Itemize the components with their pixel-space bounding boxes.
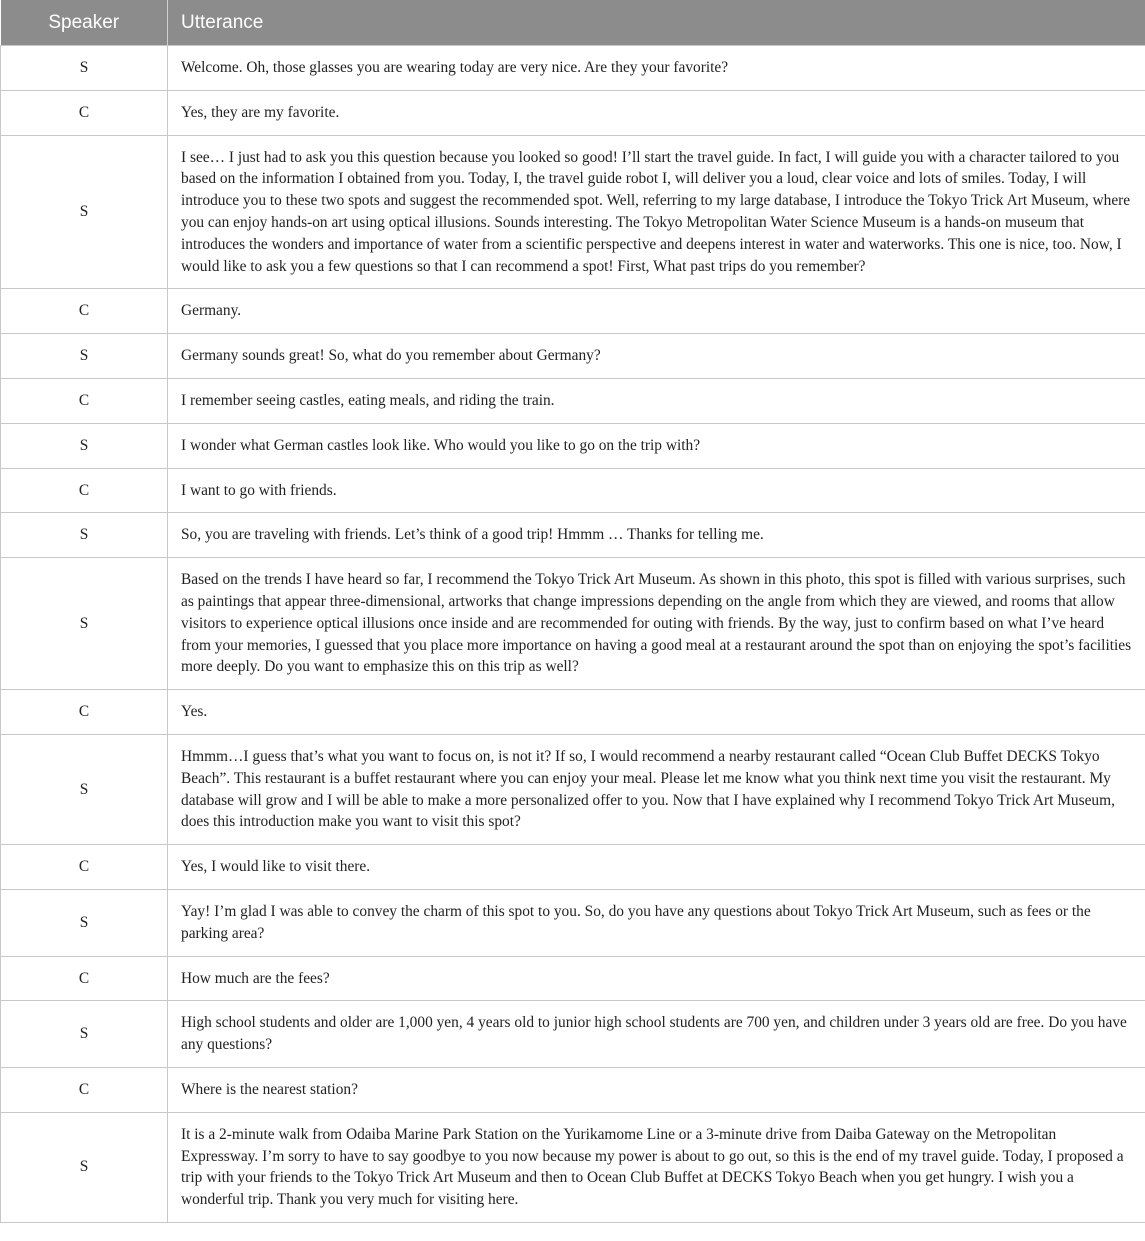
utterance-cell: Germany. <box>168 289 1145 334</box>
speaker-cell: C <box>1 690 168 735</box>
table-row <box>1 423 1145 468</box>
table-body <box>1 46 1145 1223</box>
table-row <box>1 734 1145 844</box>
speaker-cell: C <box>1 289 168 334</box>
utterance-cell: Germany sounds great! So, what do you remember about Germany? <box>168 334 1145 379</box>
table-row <box>1 378 1145 423</box>
speaker-cell: S <box>1 423 168 468</box>
utterance-cell: I remember seeing castles, eating meals, and riding the train. <box>168 378 1145 423</box>
speaker-cell: C <box>1 1067 168 1112</box>
table-row <box>1 956 1145 1001</box>
utterance-column-header: Utterance <box>168 0 1145 46</box>
speaker-cell: C <box>1 956 168 1001</box>
table-row <box>1 690 1145 735</box>
utterance-cell: High school students and older are 1,000 yen, 4 years old to junior high school students are 700 yen, and children under 3 years old are free. Do you have any questions? <box>168 1001 1145 1068</box>
speaker-cell: S <box>1 734 168 844</box>
utterance-cell: I see… I just had to ask you this question because you looked so good! I’ll start the travel guide. In fact, I will guide you with a character tailored to you based on the information I obtained from you. Today, I, the travel guide robot I, will deliver you a loud, clear voice and lots of smiles. Today, I will introduce you to these two spots and suggest the recommended spot. Well, referring to my large database, I introduce the Tokyo Trick Art Museum, where you can enjoy hands-on art using optical illusions. Sounds interesting. The Tokyo Metropolitan Water Science Museum is a hands-on museum that introduces the wonders and importance of water from a scientific perspective and deepens interest in water and waterworks. This one is nice, too. Now, I would like to ask you a few questions so that I can recommend a spot! First, What past trips do you remember? <box>168 135 1145 289</box>
speaker-cell: C <box>1 378 168 423</box>
utterance-cell: So, you are traveling with friends. Let’s think of a good trip! Hmmm … Thanks for telling me. <box>168 513 1145 558</box>
utterance-cell: Yes, they are my favorite. <box>168 90 1145 135</box>
speaker-cell: S <box>1 334 168 379</box>
utterance-cell: Welcome. Oh, those glasses you are wearing today are very nice. Are they your favorite? <box>168 46 1145 91</box>
speaker-cell: S <box>1 135 168 289</box>
utterance-cell: Yes. <box>168 690 1145 735</box>
speaker-column-header: Speaker <box>1 0 168 46</box>
utterance-cell: I want to go with friends. <box>168 468 1145 513</box>
table-row <box>1 845 1145 890</box>
utterance-cell: Based on the trends I have heard so far, I recommend the Tokyo Trick Art Museum. As shown in this photo, this spot is filled with various surprises, such as paintings that appear three-dimensional, artworks that change impressions depending on the angle from which they are viewed, and rooms that allow visitors to experience optical illusions once inside and are recommended for outing with friends. By the way, just to confirm based on what I’ve heard from your memories, I guessed that you place more importance on having a good meal at a restaurant around the spot than on enjoying the spot’s facilities more deeply. Do you want to emphasize this on this trip as well? <box>168 558 1145 690</box>
speaker-cell: S <box>1 889 168 956</box>
utterance-cell: Hmmm…I guess that’s what you want to focus on, is not it? If so, I would recommend a nearby restaurant called “Ocean Club Buffet DECKS Tokyo Beach”. This restaurant is a buffet restaurant where you can enjoy your meal. Please let me know what you think next time you visit the restaurant. My database will grow and I will be able to make a more personalized offer to you. Now that I have explained why I recommend Tokyo Trick Art Museum, does this introduction make you want to visit this spot? <box>168 734 1145 844</box>
table-row <box>1 513 1145 558</box>
table-row <box>1 1001 1145 1068</box>
table-row <box>1 135 1145 289</box>
table-row <box>1 889 1145 956</box>
utterance-cell: Yay! I’m glad I was able to convey the charm of this spot to you. So, do you have any questions about Tokyo Trick Art Museum, such as fees or the parking area? <box>168 889 1145 956</box>
utterance-cell: How much are the fees? <box>168 956 1145 1001</box>
utterance-cell: It is a 2-minute walk from Odaiba Marine Park Station on the Yurikamome Line or a 3-minute drive from Daiba Gateway on the Metropolitan Expressway. I’m sorry to have to say goodbye to you now because my power is about to go out, so this is the end of my travel guide. Today, I proposed a trip with your friends to the Tokyo Trick Art Museum and then to Ocean Club Buffet at DECKS Tokyo Beach when you get hungry. I wish you a wonderful trip. Thank you very much for visiting here. <box>168 1112 1145 1222</box>
utterance-cell: I wonder what German castles look like. Who would you like to go on the trip with? <box>168 423 1145 468</box>
speaker-cell: C <box>1 468 168 513</box>
speaker-cell: S <box>1 46 168 91</box>
speaker-cell: S <box>1 1112 168 1222</box>
table-row <box>1 468 1145 513</box>
speaker-cell: S <box>1 1001 168 1068</box>
table-row <box>1 289 1145 334</box>
speaker-cell: C <box>1 90 168 135</box>
table-row <box>1 1067 1145 1112</box>
table-row <box>1 334 1145 379</box>
header-row <box>1 0 1145 46</box>
speaker-cell: S <box>1 513 168 558</box>
table-row <box>1 90 1145 135</box>
table-row <box>1 1112 1145 1222</box>
utterance-cell: Where is the nearest station? <box>168 1067 1145 1112</box>
utterance-cell: Yes, I would like to visit there. <box>168 845 1145 890</box>
speaker-cell: S <box>1 558 168 690</box>
table-row <box>1 46 1145 91</box>
table-row <box>1 558 1145 690</box>
speaker-cell: C <box>1 845 168 890</box>
table-header <box>1 0 1145 46</box>
